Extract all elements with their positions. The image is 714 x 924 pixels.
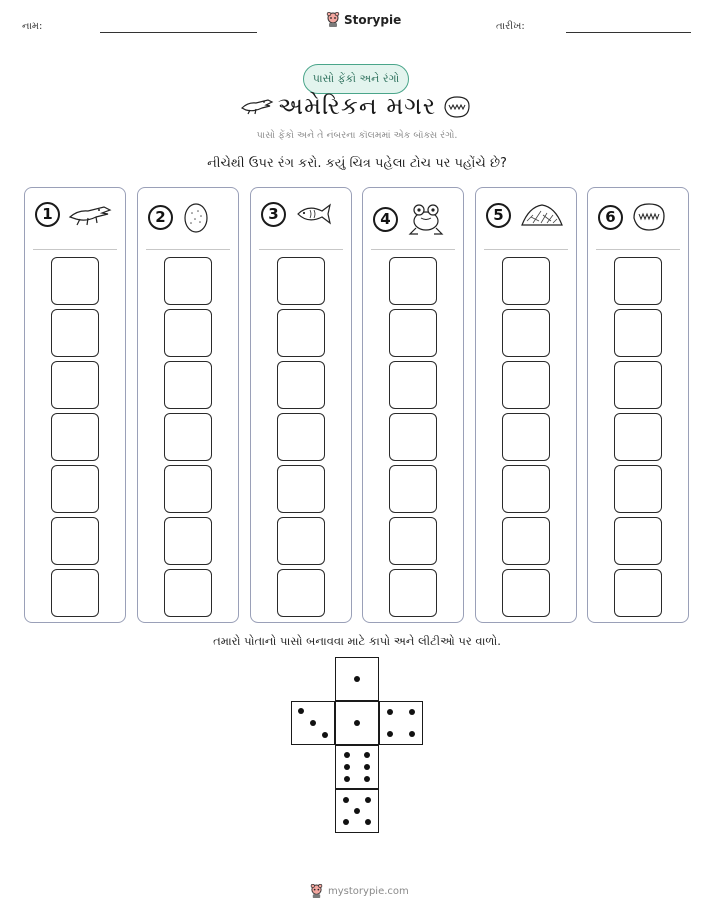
die-pip (322, 732, 328, 738)
column-3 (250, 187, 352, 623)
color-box[interactable] (51, 309, 99, 357)
column-5 (475, 187, 577, 623)
die-pip (354, 720, 360, 726)
frog-icon (406, 201, 446, 237)
color-box[interactable] (277, 465, 325, 513)
color-box[interactable] (277, 257, 325, 305)
column-number: 4 (373, 207, 398, 232)
date-line[interactable] (566, 32, 691, 33)
color-box[interactable] (389, 257, 437, 305)
color-box[interactable] (51, 517, 99, 565)
column-4 (362, 187, 464, 623)
die-pip (364, 764, 370, 770)
die-pip (387, 731, 393, 737)
footer-url[interactable]: mystorypie.com (328, 886, 409, 897)
die-pip (365, 819, 371, 825)
die-pip (354, 676, 360, 682)
column-1 (24, 187, 126, 623)
column-number: 1 (35, 202, 60, 227)
color-box[interactable] (502, 517, 550, 565)
die-pip (344, 752, 350, 758)
color-box[interactable] (277, 309, 325, 357)
die-pip (343, 819, 349, 825)
alligator-icon (68, 201, 112, 227)
color-box[interactable] (164, 465, 212, 513)
die-face-three[interactable] (291, 701, 335, 745)
egg-icon (181, 201, 211, 233)
color-box[interactable] (614, 517, 662, 565)
brand-name: Storypie (344, 13, 402, 27)
color-box[interactable] (614, 361, 662, 409)
color-box[interactable] (389, 569, 437, 617)
die-face-one[interactable] (335, 657, 379, 701)
alligator-jaws-icon (631, 201, 667, 233)
color-box[interactable] (389, 465, 437, 513)
color-box[interactable] (389, 517, 437, 565)
color-box[interactable] (277, 569, 325, 617)
storypie-mascot-icon (326, 12, 340, 28)
color-box[interactable] (51, 413, 99, 461)
instruction-text: નીચેથી ઉપર રંગ કરો. કયું ચિત્ર પહેલા ટોચ પર પહોંચે છે? (207, 156, 507, 171)
die-face-four[interactable] (379, 701, 423, 745)
fish-icon (294, 201, 334, 227)
color-box[interactable] (277, 361, 325, 409)
color-box[interactable] (389, 413, 437, 461)
die-pip (409, 731, 415, 737)
alligator-jaws-icon (442, 94, 472, 120)
cut-instruction: તમારો પોતાનો પાસો બનાવવા માટે કાપો અને લીટીઓ પર વાળો. (213, 634, 501, 648)
die-pip (365, 797, 371, 803)
color-box[interactable] (502, 309, 550, 357)
column-6 (587, 187, 689, 623)
die-pip (409, 709, 415, 715)
die-pip (344, 764, 350, 770)
subtitle: પાસો ફેંકો અને તે નંબરના કૉલમમાં એક બૉક્સ રંગો. (256, 130, 458, 141)
color-box[interactable] (389, 309, 437, 357)
color-box[interactable] (51, 361, 99, 409)
name-label: નામ: (22, 21, 43, 32)
color-box[interactable] (502, 465, 550, 513)
footer (310, 884, 409, 899)
brand-logo (326, 12, 401, 28)
die-pip (310, 720, 316, 726)
column-number: 3 (261, 202, 286, 227)
storypie-mascot-icon (310, 884, 323, 899)
color-box[interactable] (614, 257, 662, 305)
color-box[interactable] (51, 257, 99, 305)
color-box[interactable] (277, 413, 325, 461)
die-pip (364, 752, 370, 758)
color-box[interactable] (502, 569, 550, 617)
color-box[interactable] (614, 465, 662, 513)
color-box[interactable] (164, 569, 212, 617)
color-box[interactable] (502, 257, 550, 305)
nest-icon (519, 201, 565, 229)
color-box[interactable] (164, 257, 212, 305)
color-box[interactable] (164, 361, 212, 409)
column-2 (137, 187, 239, 623)
column-number: 2 (148, 205, 173, 230)
die-pip (364, 776, 370, 782)
die-face-five[interactable] (335, 789, 379, 833)
color-box[interactable] (614, 309, 662, 357)
date-label: તારીખ: (496, 21, 525, 32)
game-tag: પાસો ફેંકો અને રંગો (303, 64, 409, 94)
color-box[interactable] (614, 413, 662, 461)
color-box[interactable] (164, 517, 212, 565)
color-box[interactable] (502, 361, 550, 409)
page-title: અમેરિકન મગર (277, 92, 437, 120)
color-box[interactable] (51, 465, 99, 513)
color-box[interactable] (164, 309, 212, 357)
color-box[interactable] (277, 517, 325, 565)
die-face-six[interactable] (335, 745, 379, 789)
color-box[interactable] (164, 413, 212, 461)
color-box[interactable] (389, 361, 437, 409)
die-pip (354, 808, 360, 814)
die-face-one-center[interactable] (335, 701, 379, 745)
column-number: 6 (598, 205, 623, 230)
column-number: 5 (486, 203, 511, 228)
die-pip (344, 776, 350, 782)
die-pip (387, 709, 393, 715)
die-pip (343, 797, 349, 803)
die-pip (298, 708, 304, 714)
color-box[interactable] (614, 569, 662, 617)
color-box[interactable] (502, 413, 550, 461)
color-box[interactable] (51, 569, 99, 617)
name-line[interactable] (100, 32, 257, 33)
